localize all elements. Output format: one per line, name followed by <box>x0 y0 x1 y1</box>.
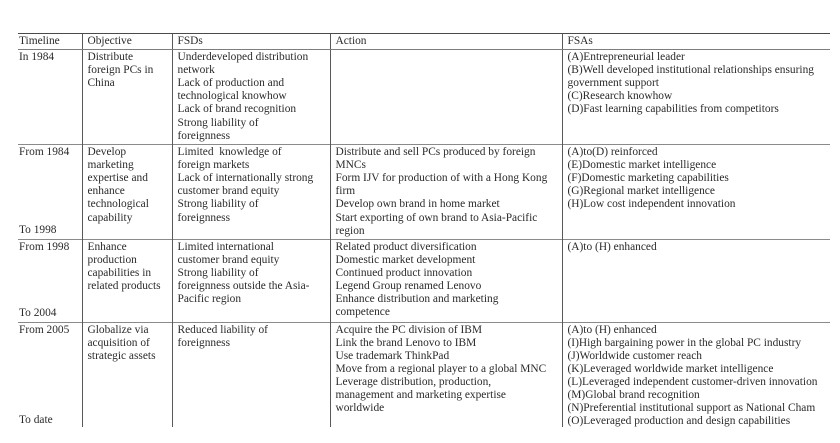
table-row <box>18 145 830 240</box>
cell-objective <box>82 239 172 322</box>
cell-objective <box>82 322 172 427</box>
cell-fsds <box>172 50 330 145</box>
cell-text-line: Lack of production and <box>177 77 285 90</box>
column-header-timeline: Timeline <box>18 34 82 50</box>
cell-text-line: foreignness <box>177 129 231 142</box>
column-header-fsas: FSAs <box>562 34 830 50</box>
cell-timeline <box>18 322 82 427</box>
cell-fsas <box>562 239 830 322</box>
cell-text-line: strategic assets <box>87 349 156 362</box>
cell-text-line: Develop <box>87 146 127 159</box>
cell-text-line: Acquire the PC division of IBM <box>335 323 482 336</box>
cell-text-line: Strong liability of <box>177 198 259 211</box>
cell-text-line: (C)Research knowhow <box>567 90 673 103</box>
cell-text-line: expertise and <box>87 172 148 185</box>
table-header-row <box>18 34 830 50</box>
cell-text-line: foreignness <box>177 336 231 349</box>
cell-text-line: China <box>87 77 115 90</box>
cell-text-line: (A)to (H) enhanced <box>567 240 657 253</box>
cell-action <box>330 145 562 240</box>
timeline-start: From 1998 <box>19 240 70 253</box>
cell-text-line: Enhance distribution and marketing <box>335 293 499 306</box>
cell-text-line: (A)to (H) enhanced <box>567 323 657 336</box>
cell-text-line: competence <box>335 306 390 319</box>
cell-text-line: Move from a regional player to a global MNC <box>335 363 547 376</box>
cell-fsds <box>172 239 330 322</box>
cell-text-line: Reduced liability of <box>177 323 268 336</box>
cell-text-line: (B)Well developed institutional relationships ensuring <box>567 64 814 77</box>
cell-text-line: (J)Worldwide customer reach <box>567 349 702 362</box>
cell-text-line: region <box>335 224 365 237</box>
cell-text-line: Distribute <box>87 51 134 64</box>
cell-text-line: MNCs <box>335 159 366 172</box>
cell-text-line: Link the brand Lenovo to IBM <box>335 336 477 349</box>
cell-timeline <box>18 239 82 322</box>
cell-text-line: (E)Domestic market intelligence <box>567 159 717 172</box>
cell-text-line: (A)Entrepreneurial leader <box>567 51 685 64</box>
cell-text-line: (I)High bargaining power in the global PC industry <box>567 336 802 349</box>
cell-text-line: Limited international <box>177 240 274 253</box>
cell-text-line: Strong liability of <box>177 116 259 129</box>
cell-text-line: technological <box>87 198 149 211</box>
cell-text-line: (G)Regional market intelligence <box>567 185 715 198</box>
cell-text-line: capability <box>87 211 133 224</box>
table-row <box>18 322 830 427</box>
table-row <box>18 239 830 322</box>
cell-text-line: Use trademark ThinkPad <box>335 349 450 362</box>
cell-fsds <box>172 322 330 427</box>
cell-action <box>330 50 562 145</box>
cell-text-line: capabilities in <box>87 266 152 279</box>
cell-text-line: Legend Group renamed Lenovo <box>335 280 482 293</box>
cell-text-line: foreign markets <box>177 159 250 172</box>
cell-text-line: Distribute and sell PCs produced by foreign <box>335 146 536 159</box>
cell-text-line: foreignness outside the Asia- <box>177 280 310 293</box>
cell-fsas <box>562 322 830 427</box>
cell-fsas <box>562 50 830 145</box>
cell-text-line: enhance <box>87 185 125 198</box>
cell-text-line: (M)Global brand recognition <box>567 389 700 402</box>
cell-action <box>330 322 562 427</box>
timeline-end: To 2004 <box>19 306 57 319</box>
cell-timeline <box>18 50 82 145</box>
cell-objective <box>82 145 172 240</box>
cell-text-line: Domestic market development <box>335 253 476 266</box>
cell-text-line: government support <box>567 77 659 90</box>
cell-text-line: firm <box>335 185 356 198</box>
cell-text-line: (A)to(D) reinforced <box>567 146 658 159</box>
column-header-action: Action <box>330 34 562 50</box>
cell-text-line: Develop own brand in home market <box>335 198 500 211</box>
cell-text-line: Enhance <box>87 240 127 253</box>
cell-text-line: (K)Leveraged worldwide market intelligence <box>567 363 774 376</box>
cell-text-line: Pacific region <box>177 293 242 306</box>
cell-text-line: Lack of internationally strong <box>177 172 314 185</box>
cell-text-line: Continued product innovation <box>335 266 473 279</box>
cell-text-line: production <box>87 253 137 266</box>
cell-text-line: technological knowhow <box>177 90 287 103</box>
cell-text-line: worldwide <box>335 402 385 415</box>
timeline-start: From 2005 <box>19 323 70 336</box>
cell-action <box>330 239 562 322</box>
table-header <box>18 34 830 50</box>
cell-fsds <box>172 145 330 240</box>
cell-text-line: (D)Fast learning capabilities from competitors <box>567 103 779 116</box>
cell-text-line: Form IJV for production of with a Hong Kong <box>335 172 548 185</box>
cell-text-line: (N)Preferential institutional support as National Cham <box>567 402 816 415</box>
cell-text-line: Strong liability of <box>177 266 259 279</box>
cell-text-line: foreignness <box>177 211 231 224</box>
timeline-start: In 1984 <box>19 51 55 64</box>
timeline-end: To 1998 <box>19 223 57 236</box>
cell-objective <box>82 50 172 145</box>
cell-text-line: Leverage distribution, production, <box>335 376 492 389</box>
cell-text-line: Globalize via <box>87 323 149 336</box>
cell-timeline <box>18 145 82 240</box>
cell-text-line: customer brand equity <box>177 185 280 198</box>
cell-fsas <box>562 145 830 240</box>
cell-text-line: Lack of brand recognition <box>177 103 297 116</box>
timeline-start: From 1984 <box>19 146 70 159</box>
cell-text-line: (O)Leveraged production and design capabilities <box>567 415 791 427</box>
cell-text-line: related products <box>87 280 161 293</box>
column-header-objective: Objective <box>82 34 172 50</box>
table-row <box>18 50 830 145</box>
cell-text-line: Related product diversification <box>335 240 477 253</box>
cell-text-line: Start exporting of own brand to Asia-Pacific <box>335 211 538 224</box>
cell-text-line: customer brand equity <box>177 253 280 266</box>
cell-text-line: marketing <box>87 159 134 172</box>
cell-text-line: Underdeveloped distribution <box>177 51 309 64</box>
cell-text-line: (H)Low cost independent innovation <box>567 198 736 211</box>
timeline-end: To date <box>19 414 53 427</box>
cell-text-line: (F)Domestic marketing capabilities <box>567 172 729 185</box>
cell-text-line: management and marketing expertise <box>335 389 506 402</box>
strategy-matrix-table <box>18 33 830 427</box>
cell-text-line: Limited knowledge of <box>177 146 282 159</box>
cell-text-line: foreign PCs in <box>87 64 154 77</box>
cell-text-line: (L)Leveraged independent customer-driven innovation <box>567 376 818 389</box>
table-body <box>18 50 830 427</box>
cell-text-line: acquisition of <box>87 336 150 349</box>
strategy-matrix-table-container <box>18 33 830 427</box>
column-header-fsds: FSDs <box>172 34 330 50</box>
cell-text-line: network <box>177 64 215 77</box>
